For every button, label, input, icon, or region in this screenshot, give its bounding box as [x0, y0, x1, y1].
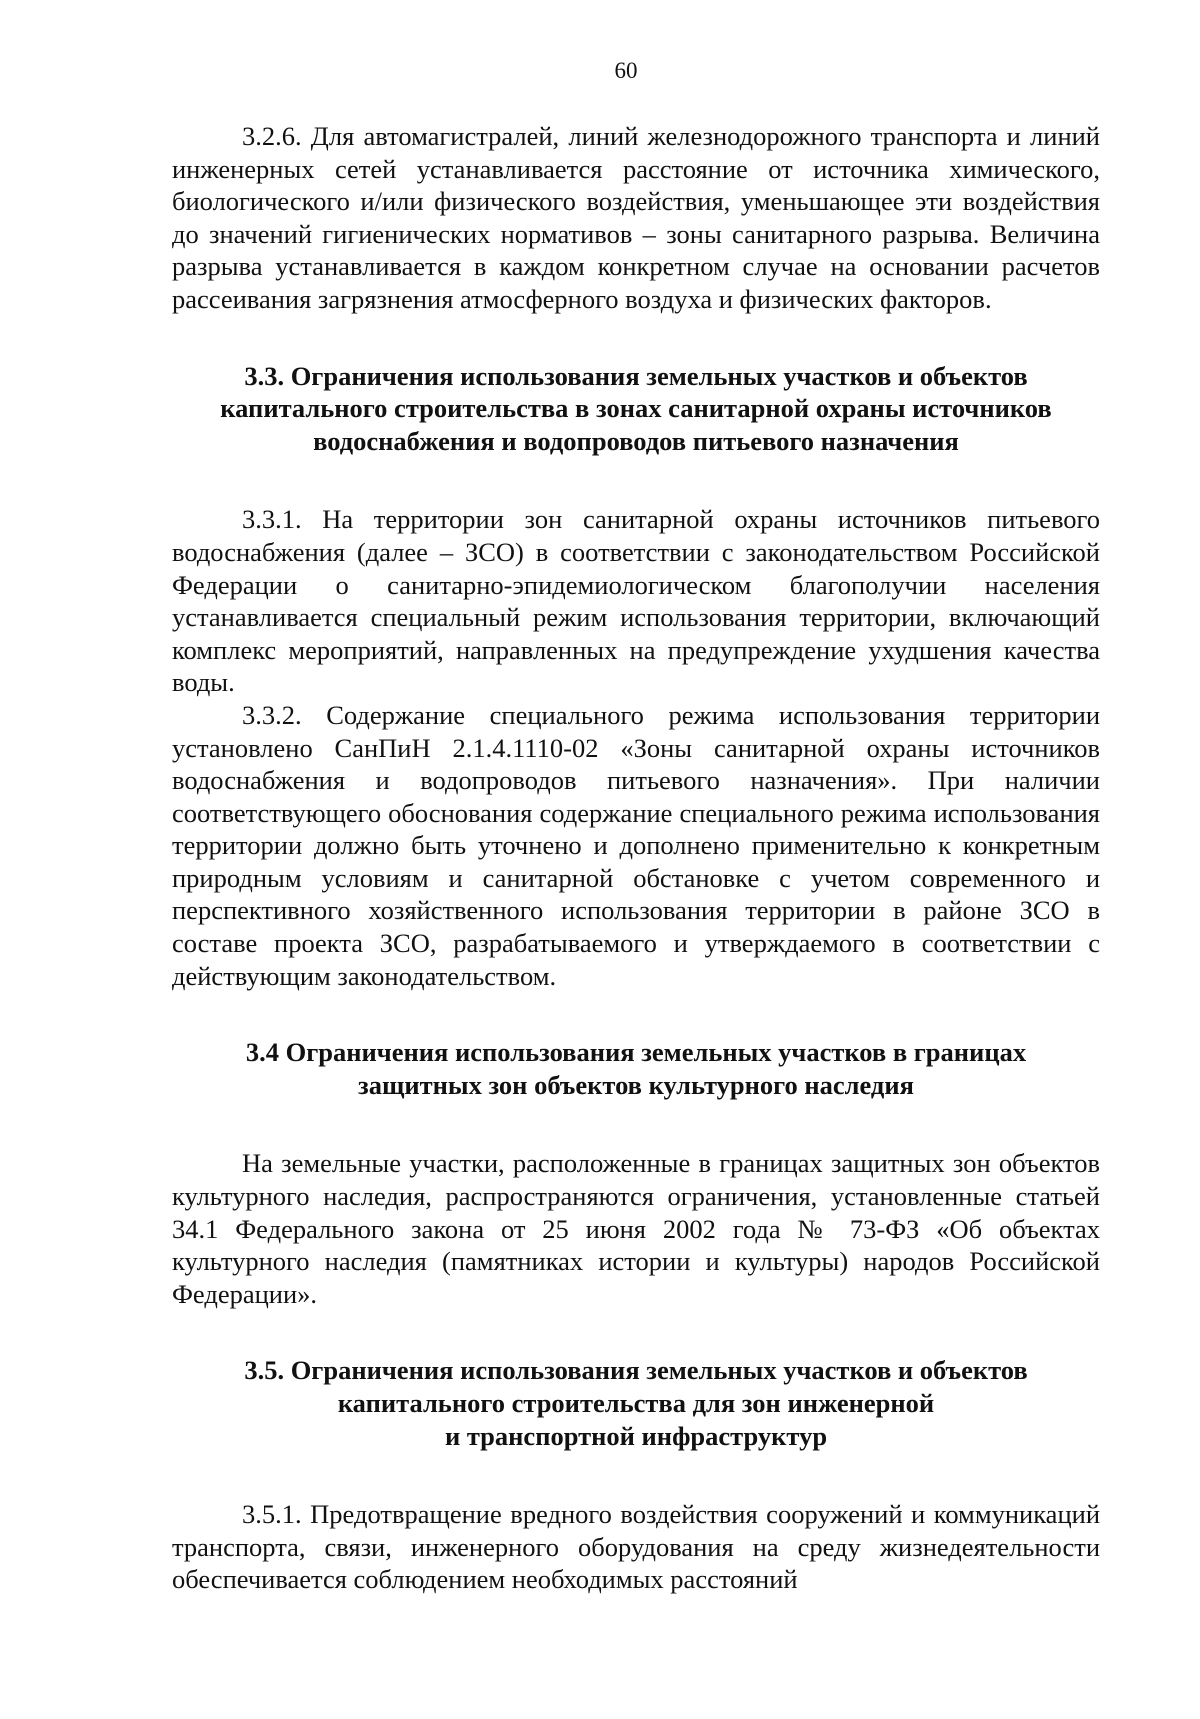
heading-line: водоснабжения и водопроводов питьевого назначения [313, 425, 959, 456]
paragraph-3-5-1: 3.5.1. Предотвращение вредного воздействия сооружений и коммуникаций транспорта, связи, инженерного оборудования на среду жизнедеятельности обеспечивается соблюдением необходимых расстояний [172, 1499, 1100, 1595]
section-heading-3-4 [172, 1036, 1100, 1101]
document-body [172, 120, 1100, 1596]
section-heading-3-3 [172, 360, 1100, 458]
heading-line: капитального строительства в зонах санитарной охраны источников [220, 393, 1052, 424]
heading-line: 3.3. Ограничения использования земельных участков и объектов [244, 360, 1028, 391]
paragraph-3-3-1: 3.3.1. На территории зон санитарной охраны источников питьевого водоснабжения (далее – ЗСО) в соответствии с законодательством Российской Федерации о санитарно-эпидемиологическом благополучии населения устанавливается специальный режим использования территории, включающий комплекс мероприятий, направленных на предупреждение ухудшения качества воды. [172, 504, 1100, 698]
section-heading-3-5 [172, 1354, 1100, 1452]
heading-line: капитального строительства для зон инженерной [337, 1388, 935, 1418]
page-number: 60 [614, 58, 638, 83]
paragraph-3-4: На земельные участки, расположенные в границах защитных зон объектов культурного наследия, распространяются ограничения, установленные статьей 34.1 Федерального закона от 25 июня 2002 года № 73-ФЗ «Об объектах культурного наследия (памятниках истории и культуры) народов Российской Федерации». [172, 1148, 1100, 1309]
paragraph-3-3-2: 3.3.2. Содержание специального режима использования территории установлено СанПиН 2.1.4.1110-02 «Зоны санитарной охраны источников водоснабжения и водопроводов питьевого назначения». При наличии соответствующего обоснования содержание специального режима использования территории должно быть уточнено и дополнено применительно к конкретным природным условиям и санитарной обстановке с учетом современного и перспективного хозяйственного использования территории в районе ЗСО в составе проекта ЗСО, разрабатываемого и утверждаемого в соответствии с действующим законодательством. [172, 699, 1100, 991]
paragraph-3-2-6: 3.2.6. Для автомагистралей, линий железнодорожного транспорта и линий инженерных сетей устанавливается расстояние от источника химического, биологического и/или физического воздействия, уменьшающее эти воздействия до значений гигиенических нормативов – зоны санитарного разрыва. Величина разрыва устанавливается в каждом конкретном случае на основании расчетов рассеивания загрязнения атмосферного воздуха и физических факторов. [172, 121, 1100, 314]
heading-line: защитных зон объектов культурного наследия [358, 1069, 914, 1100]
heading-line: 3.5. Ограничения использования земельных участков и объектов [244, 1355, 1028, 1386]
heading-line: 3.4 Ограничения использования земельных участков в границах [245, 1037, 1027, 1068]
heading-line: и транспортной инфраструктур [444, 1420, 828, 1451]
